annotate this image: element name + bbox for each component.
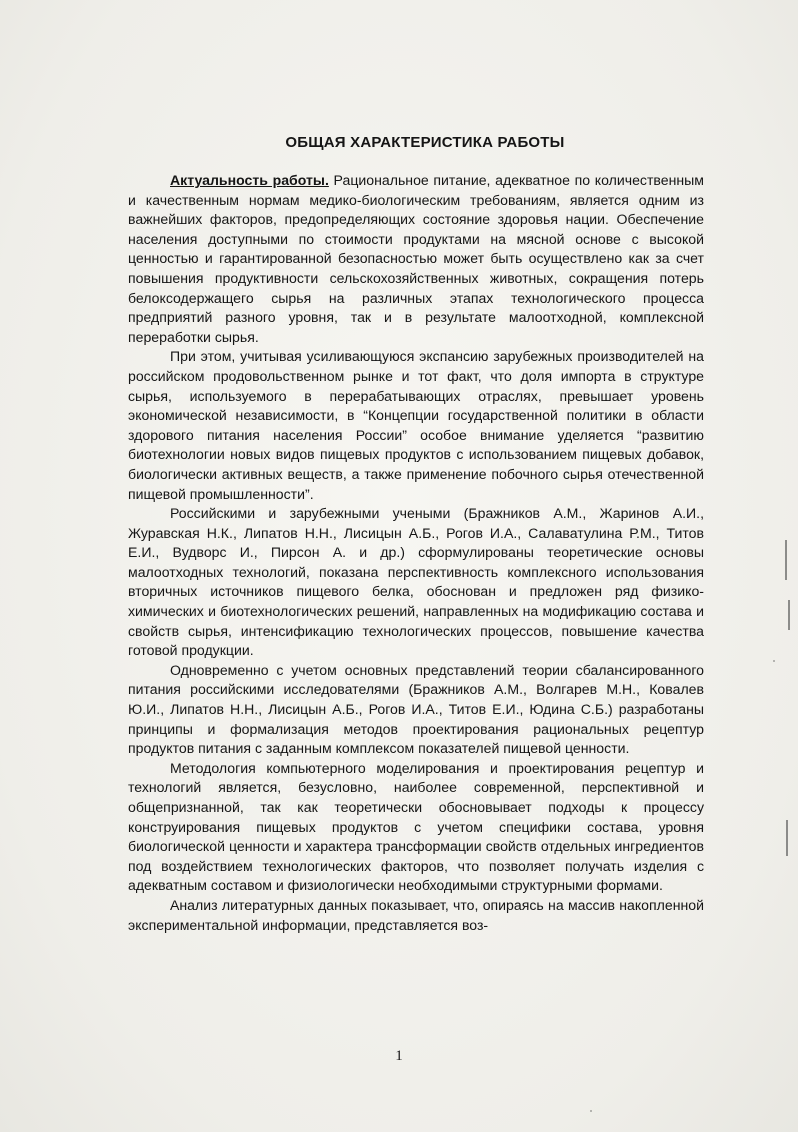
document-title: ОБЩАЯ ХАРАКТЕРИСТИКА РАБОТЫ <box>285 134 565 151</box>
paragraph-text: Рациональное питание, адекватное по количественным и качественным нормам медико-биологическим требованиям, является одним из важнейших факторов, предопределяющих состояние здоровья нации. Обеспечение населения доступными по стоимости продуктами на мясной основе с высокой ценностью и гарантированной безопасностью может быть осуществлено как за счет повышения продуктивности сельскохозяйственных животных, сокращения потерь белоксодержащего сырья на различных этапах технологического процесса предприятий разного уровня, так и в результате малоотходной, комплексной переработки сырья. <box>128 172 704 345</box>
paragraph-methodology: Методология компьютерного моделирования и проектирования рецептур и технологий является, безусловно, наиболее современной, перспективной и общепризнанной, так как теоретически обосновывает подходы к процессу конструирования пищевых продуктов с учетом специфики состава, уровня биологической ценности и характера трансформации свойств отдельных ингредиентов под воздействием технологических факторов, что позволяет получать изделия с адекватным составом и физиологически необходимыми структурными формами. <box>128 759 704 894</box>
scan-edge-mark <box>785 540 787 580</box>
paragraph-balanced-nutrition: Одновременно с учетом основных представлений теории сбалансированного питания российскими исследователями (Бражников А.М., Волгарев М.Н., Ковалев Ю.И., Липатов Н.Н., Лисицын А.Б., Рогов И.А., Титов Е.И., Юдина С.Б.) разработаны принципы и формализация методов проектирования рациональных рецептур продуктов питания с заданным комплексом показателей пищевой ценности. <box>128 661 704 757</box>
page-number: 1 <box>395 1048 403 1064</box>
document-body <box>128 134 704 935</box>
paragraph-import-expansion: При этом, учитывая усиливающуюся экспансию зарубежных производителей на российском продовольственном рынке и тот факт, что доля импорта в структуре сырья, используемого в перерабатывающих отраслях, превышает уровень экономической независимости, в “Концепции государственной политики в области здорового питания населения России” особое внимание уделяется “развитию биотехнологии новых видов пищевых продуктов с использованием пищевых добавок, биологически активных веществ, а также применение побочного сырья отечественной пищевой промышленности”. <box>128 348 704 502</box>
paragraph-scientists: Российскими и зарубежными учеными (Бражников А.М., Жаринов А.И., Журавская Н.К., Липатов Н.Н., Лисицын А.Б., Рогов И.А., Салаватулина Р.М., Титов Е.И., Вудворс И., Пирсон А. и др.) сформулированы теоретические основы малоотходных технологий, показана перспективность комплексного использования вторичных источников пищевого белка, обоснован и предложен ряд физико-химических и биотехнологических решений, направленных на модификацию состава и свойств сырья, интенсификацию технологических процессов, повышение качества готовой продукции. <box>128 505 704 659</box>
relevance-label: Актуальность работы. <box>170 172 329 188</box>
scan-speck <box>590 1110 592 1112</box>
scan-edge-mark <box>788 600 790 630</box>
paragraph-relevance <box>128 171 704 347</box>
scan-edge-mark <box>786 820 788 856</box>
scan-speck <box>773 660 775 662</box>
paragraph-literature-analysis: Анализ литературных данных показывает, что, опираясь на массив накопленной экспериментальной информации, представляется воз- <box>128 896 704 933</box>
